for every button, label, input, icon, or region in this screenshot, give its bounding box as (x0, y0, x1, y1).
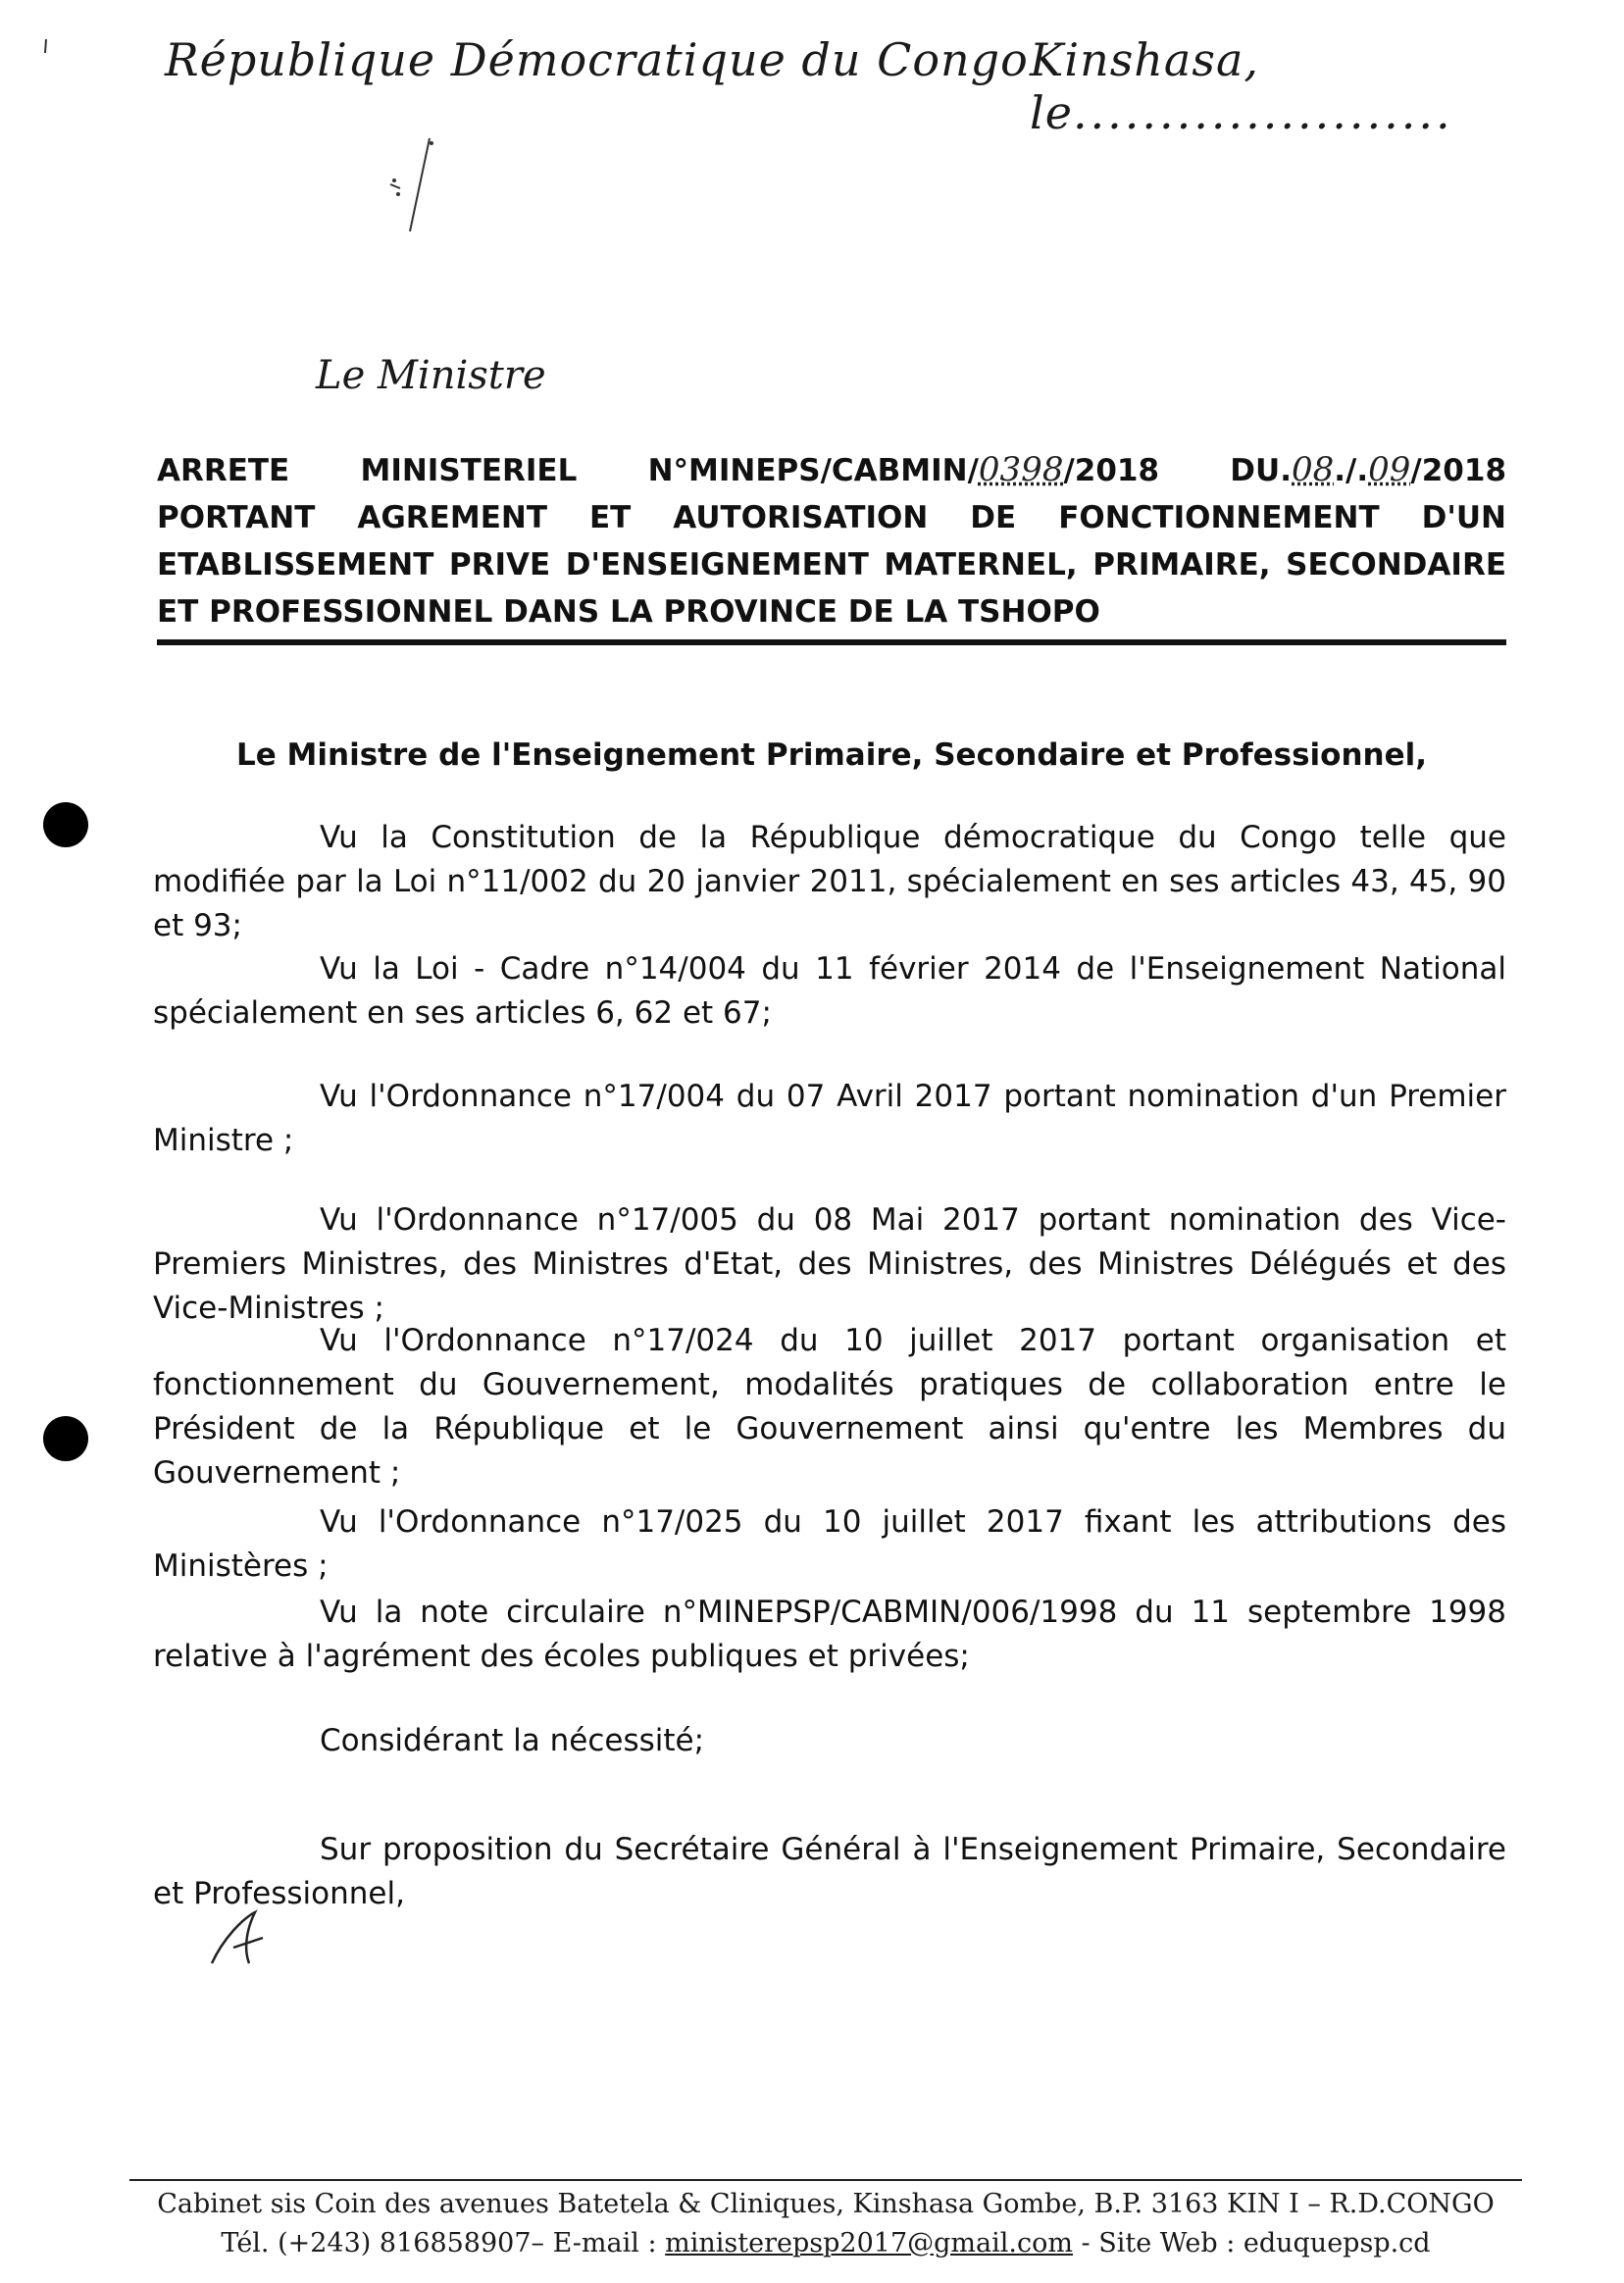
letterhead-date-blank: ...................... (1072, 86, 1453, 139)
letterhead-place-date (1030, 33, 1624, 139)
handwritten-tick-mark (381, 133, 449, 241)
decree-title (157, 446, 1506, 635)
footer-contact (129, 2224, 1522, 2263)
footer-divider (129, 2179, 1522, 2181)
handwritten-decree-number: 0398 (978, 450, 1064, 489)
recital-ordonnance-17-024: Vu l'Ordonnance n°17/024 du 10 juillet 2017 portant organisation et fonctionnement du Gouvernement, modalités pratiques de collaboration entre le Président de la République et le Gouvernement ainsi qu'entre les Membres du Gouvernement ; (153, 1323, 1506, 1491)
recital-considerant: Considérant la nécessité; (320, 1723, 705, 1758)
recital-ordonnance-17-005: Vu l'Ordonnance n°17/005 du 08 Mai 2017 portant nomination des Vice-Premiers Ministres, des Ministres d'Etat, des Ministres, des Ministres Délégués et des Vice-Ministres ; (153, 1202, 1506, 1326)
title-line-1 (157, 446, 1506, 494)
recital-proposition: Sur proposition du Secrétaire Général à l'Enseignement Primaire, Secondaire et Professionnel, (153, 1832, 1506, 1911)
title-line-4: ET PROFESSIONNEL DANS LA PROVINCE DE LA TSHOPO (157, 594, 1100, 630)
recital-note-circulaire: Vu la note circulaire n°MINEPSP/CABMIN/006/1998 du 11 septembre 1998 relative à l'agrément des écoles publiques et privées; (153, 1595, 1506, 1674)
recital-loi-cadre: Vu la Loi - Cadre n°14/004 du 11 février 2014 de l'Enseignement National spécialement en ses articles 6, 62 et 67; (153, 951, 1506, 1031)
title-decree-ref: ARRETE MINISTERIEL N°MINEPS/CABMIN/ (157, 453, 979, 488)
ink-speck (43, 39, 49, 53)
recital-ordonnance-17-004: Vu l'Ordonnance n°17/004 du 07 Avril 2017 portant nomination d'un Premier Ministre ; (153, 1079, 1506, 1158)
footer-phone: Tél. (+243) 816858907– E-mail : (221, 2228, 666, 2258)
minister-label: Le Ministre (316, 353, 546, 398)
minister-heading: Le Ministre de l'Enseignement Primaire, Secondaire et Professionnel, (235, 737, 1428, 773)
title-divider (157, 639, 1506, 645)
footer-website: - Site Web : eduquepsp.cd (1072, 2228, 1431, 2258)
title-line-3: ETABLISSEMENT PRIVE D'ENSEIGNEMENT MATERNEL, PRIMAIRE, SECONDAIRE (157, 547, 1506, 583)
title-date-prefix: /2018 DU. (1063, 453, 1292, 488)
footer-address: Cabinet sis Coin des avenues Batetela & Cliniques, Kinshasa Gombe, B.P. 3163 KIN I – R.D.CONGO (157, 2189, 1495, 2219)
recital-ordonnance-17-025: Vu l'Ordonnance n°17/025 du 10 juillet 2017 fixant les attributions des Ministères ; (153, 1504, 1506, 1584)
recital-constitution: Vu la Constitution de la République démocratique du Congo telle que modifiée par la Loi n°11/002 du 20 janvier 2011, spécialement en ses articles 43, 45, 90 et 93; (153, 820, 1506, 943)
title-year: /2018 (1410, 453, 1507, 488)
punch-hole (43, 802, 88, 847)
handwritten-paraph (204, 1908, 282, 1967)
punch-hole (43, 1416, 88, 1461)
handwritten-month: 09 (1368, 450, 1411, 489)
letterhead-place: Kinshasa, le (1030, 33, 1260, 139)
letterhead-republic: République Démocratique du Congo (165, 33, 1029, 86)
footer (129, 2185, 1522, 2263)
title-line-2: PORTANT AGREMENT ET AUTORISATION DE FONCTIONNEMENT D'UN (157, 500, 1506, 535)
handwritten-day: 08 (1292, 450, 1335, 489)
footer-email-link[interactable]: ministerepsp2017@gmail.com (665, 2228, 1073, 2258)
title-date-separator: ./. (1334, 453, 1369, 488)
